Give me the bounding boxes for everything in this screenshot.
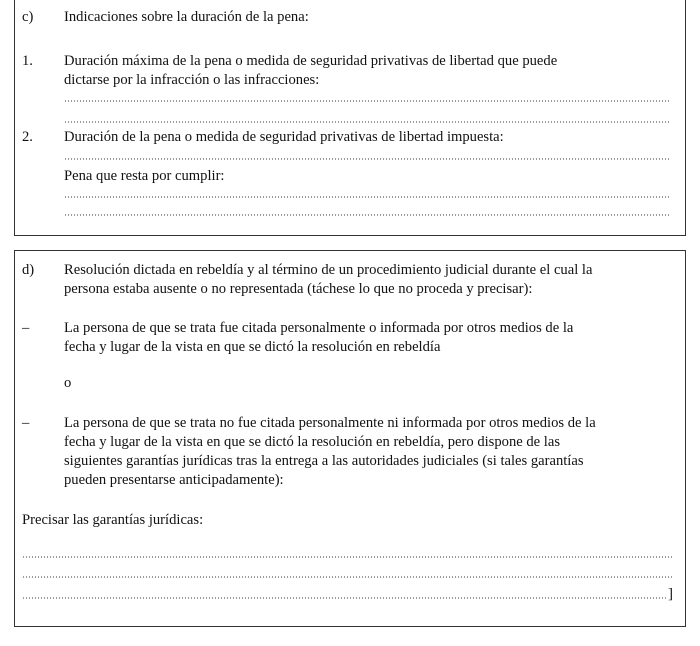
section-d-text-line2: persona estaba ausente o no representada (táchese lo que no proceda y precisar): <box>64 281 533 297</box>
guarantees-fill-line-1[interactable] <box>22 556 672 558</box>
section-c-marker: c) <box>22 9 34 25</box>
option-2-text-line1: La persona de que se trata no fue citada personalmente ni informada por otros medios de la <box>64 415 596 431</box>
option-1-dash: – <box>22 320 30 336</box>
item-1-text-line1: Duración máxima de la pena o medida de seguridad privativas de libertad que puede <box>64 53 558 69</box>
section-d-marker: d) <box>22 262 35 278</box>
guarantees-fill-line-2[interactable] <box>22 576 672 578</box>
item-1-text-line2: dictarse por la infracción o las infracciones: <box>64 72 320 88</box>
remaining-fill-line-1[interactable] <box>64 196 671 198</box>
item-1-fill-line-1[interactable] <box>64 100 671 102</box>
guarantees-fill-line-3[interactable] <box>22 597 666 599</box>
remaining-sentence-label: Pena que resta por cumplir: <box>64 168 225 184</box>
remaining-fill-line-2[interactable] <box>64 214 671 216</box>
option-2-text-line4: pueden presentarse anticipadamente): <box>64 472 284 488</box>
option-2-dash: – <box>22 415 30 431</box>
section-d-text-line1: Resolución dictada en rebeldía y al término de un procedimiento judicial durante el cual la <box>64 262 593 278</box>
item-2-fill-line[interactable] <box>64 158 671 160</box>
option-2-text-line2: fecha y lugar de la vista en que se dictó la resolución en rebeldía, pero dispone de las <box>64 434 561 450</box>
section-c-heading: Indicaciones sobre la duración de la pena: <box>64 9 309 25</box>
option-1-text-line2: fecha y lugar de la vista en que se dictó la resolución en rebeldía <box>64 339 441 355</box>
item-2-number: 2. <box>22 129 33 145</box>
section-c-box <box>14 0 686 236</box>
or-separator: o <box>64 375 72 391</box>
closing-bracket: ] <box>668 586 673 602</box>
option-2-text-line3: siguientes garantías jurídicas tras la entrega a las autoridades judiciales (si tales garantías <box>64 453 584 469</box>
item-2-text: Duración de la pena o medida de seguridad privativas de libertad impuesta: <box>64 129 504 145</box>
item-1-number: 1. <box>22 53 33 69</box>
option-1-text-line1: La persona de que se trata fue citada personalmente o informada por otros medios de la <box>64 320 574 336</box>
item-1-fill-line-2[interactable] <box>64 121 671 123</box>
guarantees-label: Precisar las garantías jurídicas: <box>22 512 204 528</box>
